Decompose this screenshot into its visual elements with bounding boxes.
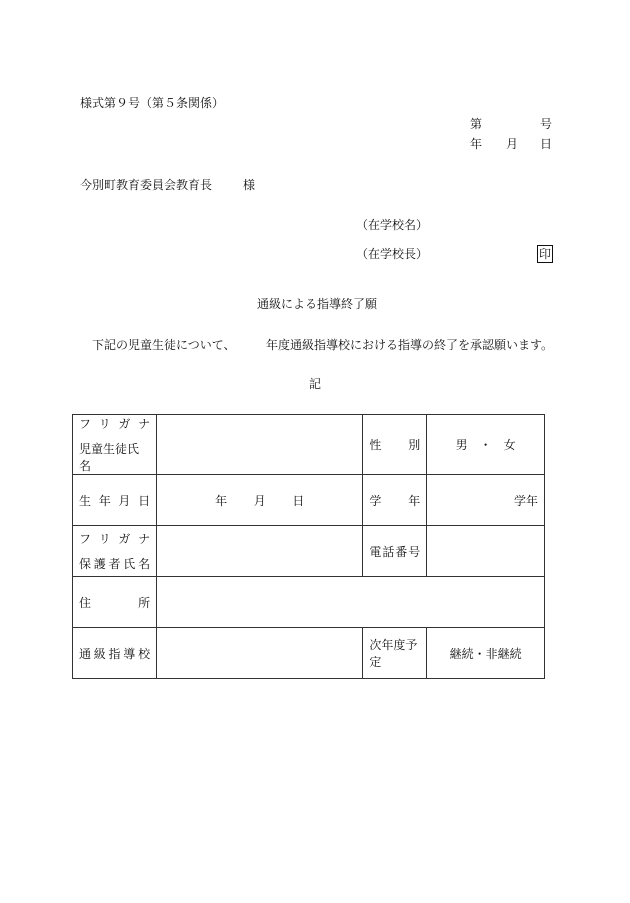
table-row xyxy=(73,526,545,577)
addressee-name: 今別町教育委員会教育長 xyxy=(80,178,213,192)
body-text-part2: 年度通級指導校における指導の終了を承認願います。 xyxy=(266,338,554,352)
student-name-label xyxy=(73,415,157,475)
guardian-name-label xyxy=(73,526,157,577)
ki-label: 記 xyxy=(309,377,322,391)
dob-year: 年 xyxy=(215,493,228,508)
address-label: 住 所 xyxy=(73,577,157,628)
school-label: 通 級 指 導 校 xyxy=(73,628,157,679)
school-name-label: （在学校名） xyxy=(356,218,429,232)
number-dai: 第 xyxy=(470,117,483,131)
seal-mark: 印 xyxy=(539,247,552,261)
birthdate-field[interactable] xyxy=(157,475,363,526)
grade-field[interactable]: 学年 xyxy=(427,475,545,526)
body-text-part1: 下記の児童生徒について、 xyxy=(92,338,236,352)
phone-label: 電 話 番 号 xyxy=(363,526,427,577)
table-row xyxy=(73,628,545,679)
gender-label: 性 別 xyxy=(363,415,427,475)
school-field[interactable] xyxy=(157,628,363,679)
student-name-field[interactable] xyxy=(157,415,363,475)
gender-options[interactable]: 男 ・ 女 xyxy=(427,415,545,475)
grade-label: 学 年 xyxy=(363,475,427,526)
furigana-label: フ リ ガ ナ xyxy=(79,417,151,431)
dob-month: 月 xyxy=(253,493,266,508)
addressee-honorific: 様 xyxy=(243,178,256,192)
number-go: 号 xyxy=(540,117,553,131)
application-table xyxy=(72,414,545,679)
table-row xyxy=(73,415,545,475)
address-field[interactable] xyxy=(157,577,545,628)
document-title: 通級による指導終了願 xyxy=(257,297,378,311)
guardian-name-field[interactable] xyxy=(157,526,363,577)
date-year: 年 xyxy=(470,137,483,151)
dob-day: 日 xyxy=(292,493,305,508)
date-month: 月 xyxy=(506,137,519,151)
continuation-field[interactable]: 継続・非継続 xyxy=(427,628,545,679)
table-row xyxy=(73,475,545,526)
next-year-label: 次年度予定 xyxy=(363,628,427,679)
phone-field[interactable] xyxy=(427,526,545,577)
form-number: 様式第９号（第５条関係） xyxy=(80,96,225,110)
guardian-furigana-label: フ リ ガ ナ xyxy=(79,532,151,546)
birthdate-label: 生 年 月 日 xyxy=(73,475,157,526)
table-row xyxy=(73,577,545,628)
student-name-text: 児童生徒氏名 xyxy=(79,442,140,473)
date-day: 日 xyxy=(540,137,553,151)
guardian-name-text: 保 護 者 氏 名 xyxy=(79,557,151,571)
principal-label: （在学校長） xyxy=(356,247,429,261)
